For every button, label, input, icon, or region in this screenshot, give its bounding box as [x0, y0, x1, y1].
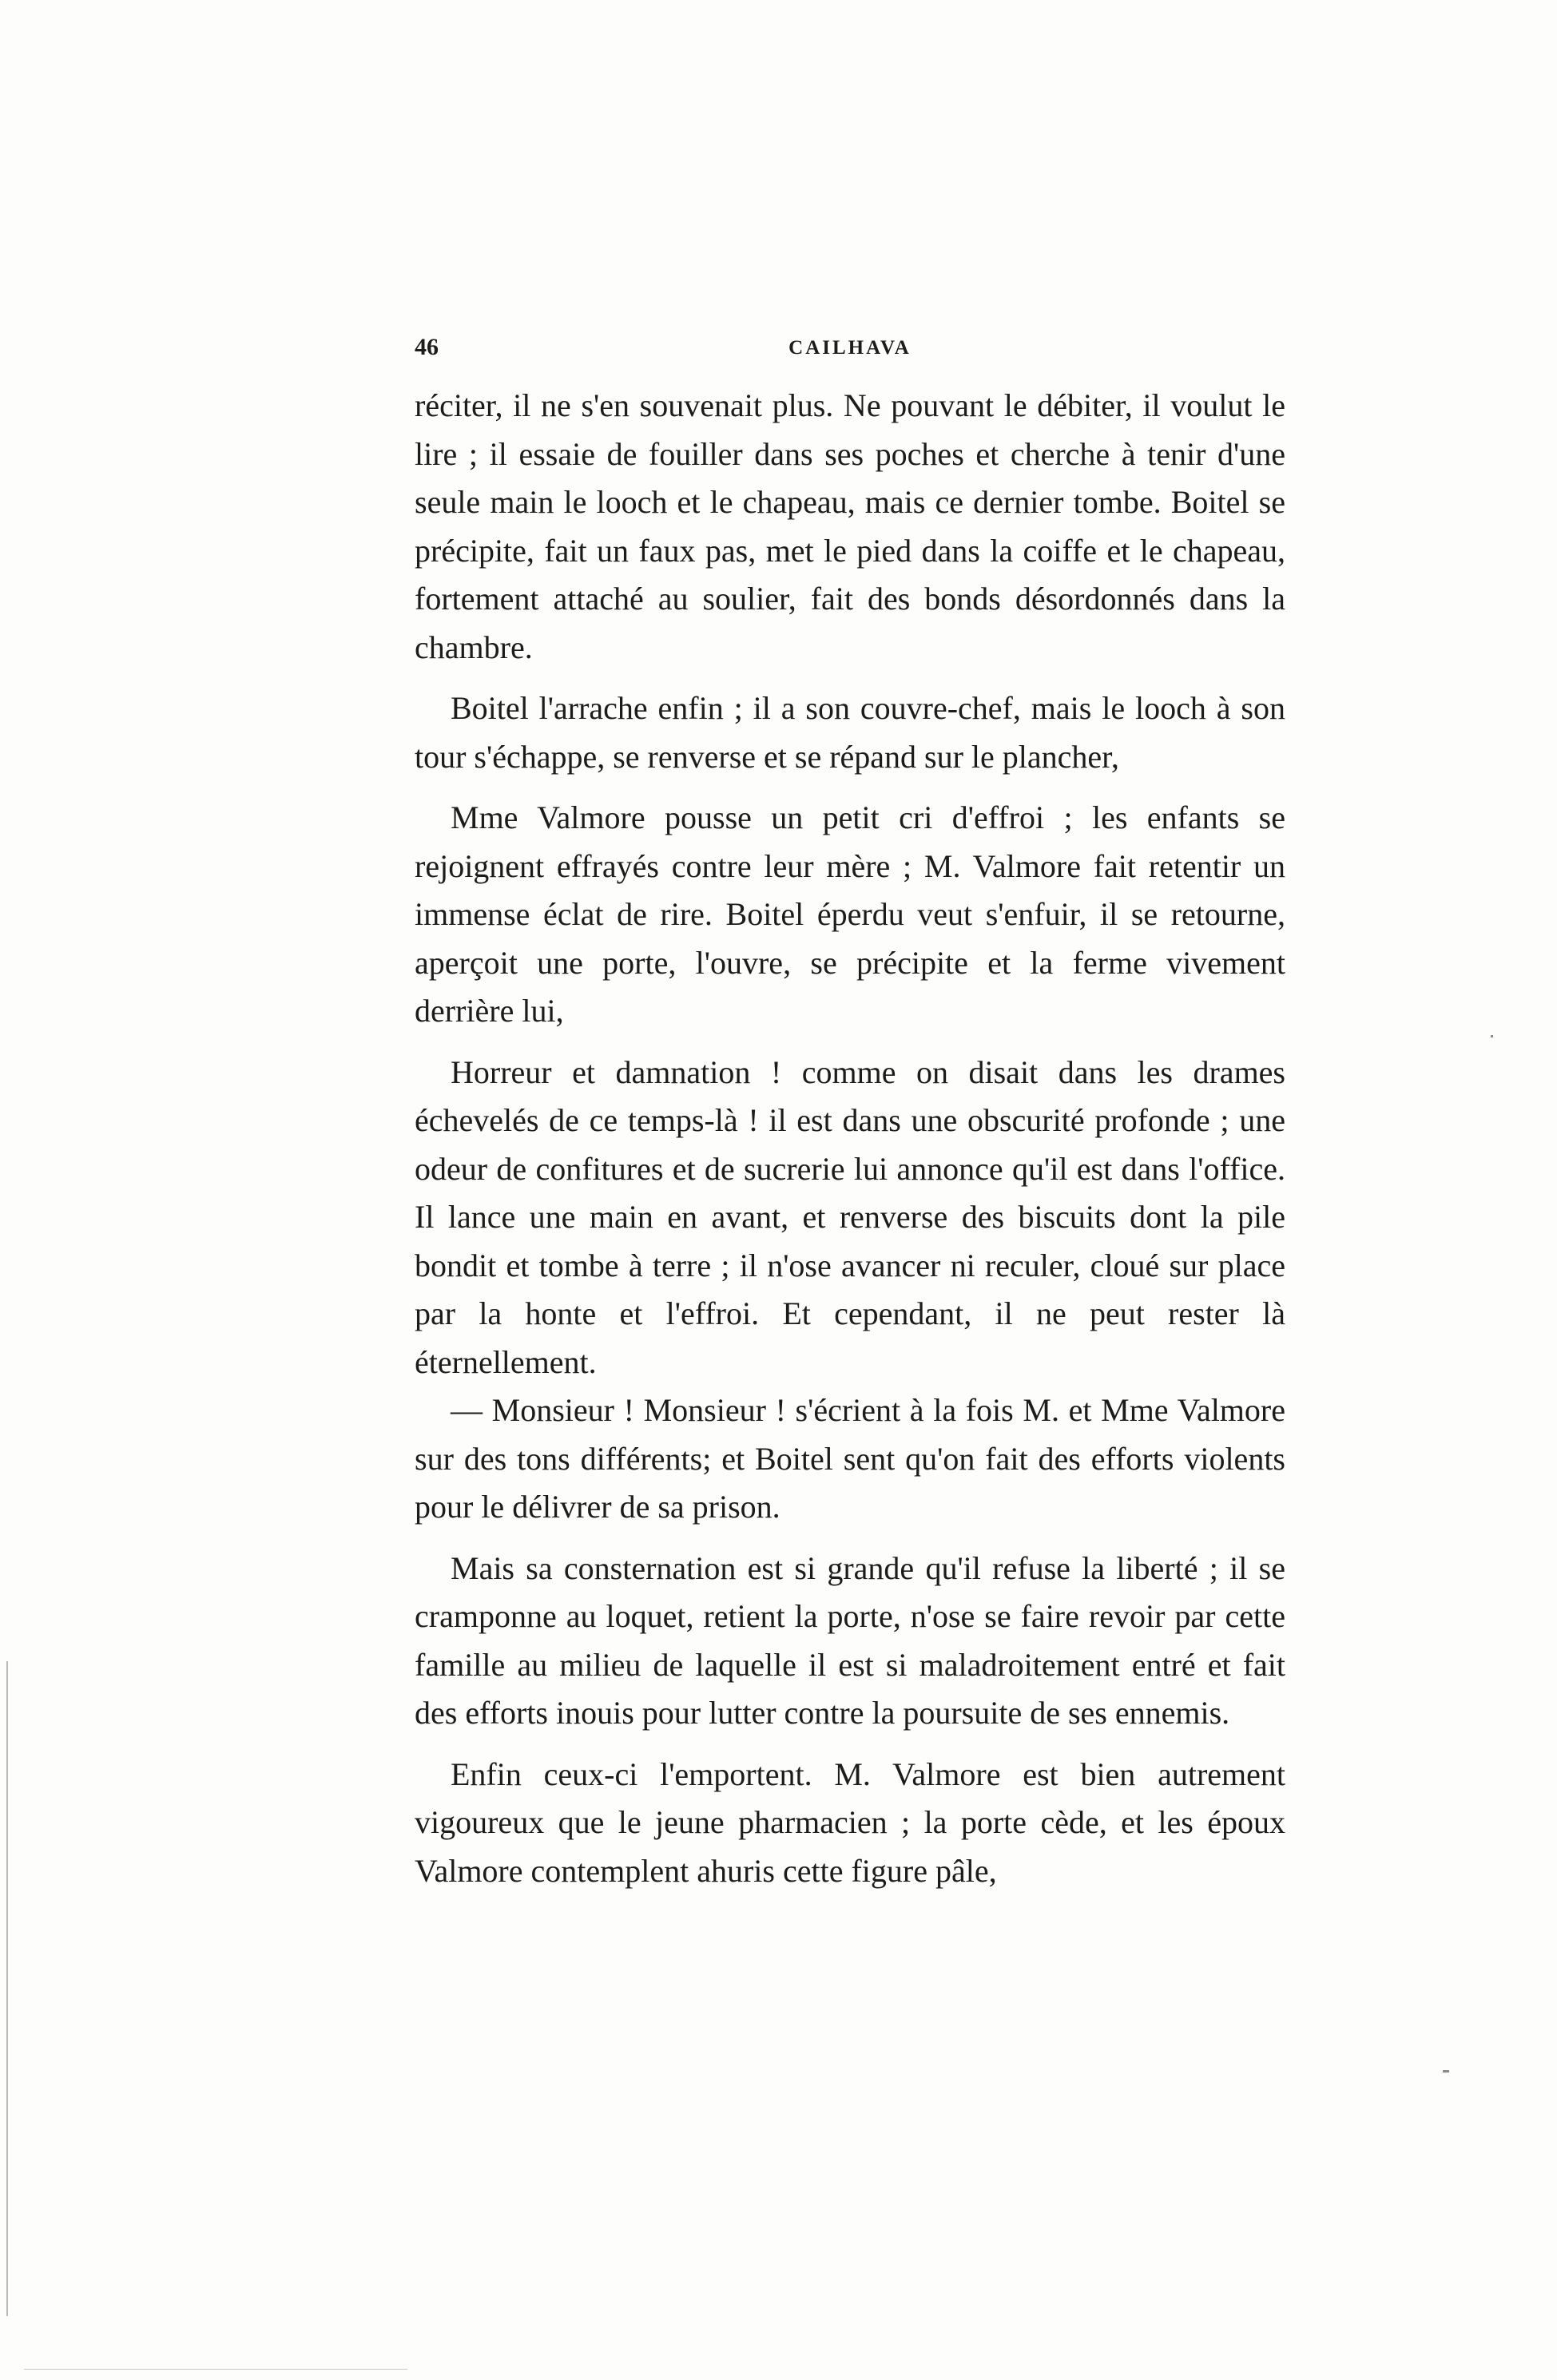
paragraph: Mme Valmore pousse un petit cri d'effroi ; les enfants se rejoignent effrayés contre leur mère ; M. Valmore fait retentir un immense éclat de rire. Boitel éperdu veut s'enfuir, il se retourne, aperçoit une porte, l'ouvre, se précipite et la ferme vivement derrière lui,: [415, 799, 1285, 1029]
scan-speck: [1443, 2070, 1449, 2073]
paragraph: réciter, il ne s'en souvenait plus. Ne pouvant le débiter, il voulut le lire ; il essaie de fouiller dans ses poches et cherche à tenir d'une seule main le looch et le chapeau, mais ce dernier tombe. Boitel se précipite, fait un faux pas, met le pied dans la coiffe et le chapeau, fortement attaché au soulier, fait des bonds désordonnés dans la chambre.: [415, 387, 1285, 665]
paragraph: Mais sa consternation est si grande qu'il refuse la liberté ; il se cramponne au loquet, retient la porte, n'ose se faire revoir par cette famille au milieu de laquelle il est si maladroitement entré et fait des efforts inouis pour lutter contre la poursuite de ses ennemis.: [415, 1549, 1285, 1731]
paragraph: — Monsieur ! Monsieur ! s'écrient à la fois M. et Mme Valmore sur des tons différents; et Boitel sent qu'on fait des efforts violents pour le délivrer de sa prison.: [415, 1392, 1285, 1525]
paragraph: Enfin ceux-ci l'emportent. M. Valmore est bien autrement vigoureux que le jeune pharmacien ; la porte cède, et les époux Valmore contemplent ahuris cette figure pâle,: [415, 1755, 1285, 1889]
scan-bottom-rule: [24, 2369, 407, 2370]
page-number: 46: [415, 334, 439, 360]
page-header: [415, 334, 1285, 374]
running-head: CAILHAVA: [788, 337, 912, 359]
body-text: [415, 382, 1285, 1908]
paragraph: Boitel l'arrache enfin ; il a son couvre-chef, mais le looch à son tour s'échappe, se renverse et se répand sur le plancher,: [415, 690, 1285, 775]
scan-speck: [1491, 1035, 1493, 1037]
scan-edge-line: [6, 1661, 8, 2316]
paragraph: Horreur et damnation ! comme on disait dans les drames échevelés de ce temps-là ! il est dans une obscurité profonde ; une odeur de confitures et de sucrerie lui annonce qu'il est dans l'office. Il lance une main en avant, et renverse des biscuits dont la pile bondit et tombe à terre ; il n'ose avancer ni reculer, cloué sur place par la honte et l'effroi. Et cependant, il ne peut rester là éternellement.: [415, 1053, 1285, 1380]
